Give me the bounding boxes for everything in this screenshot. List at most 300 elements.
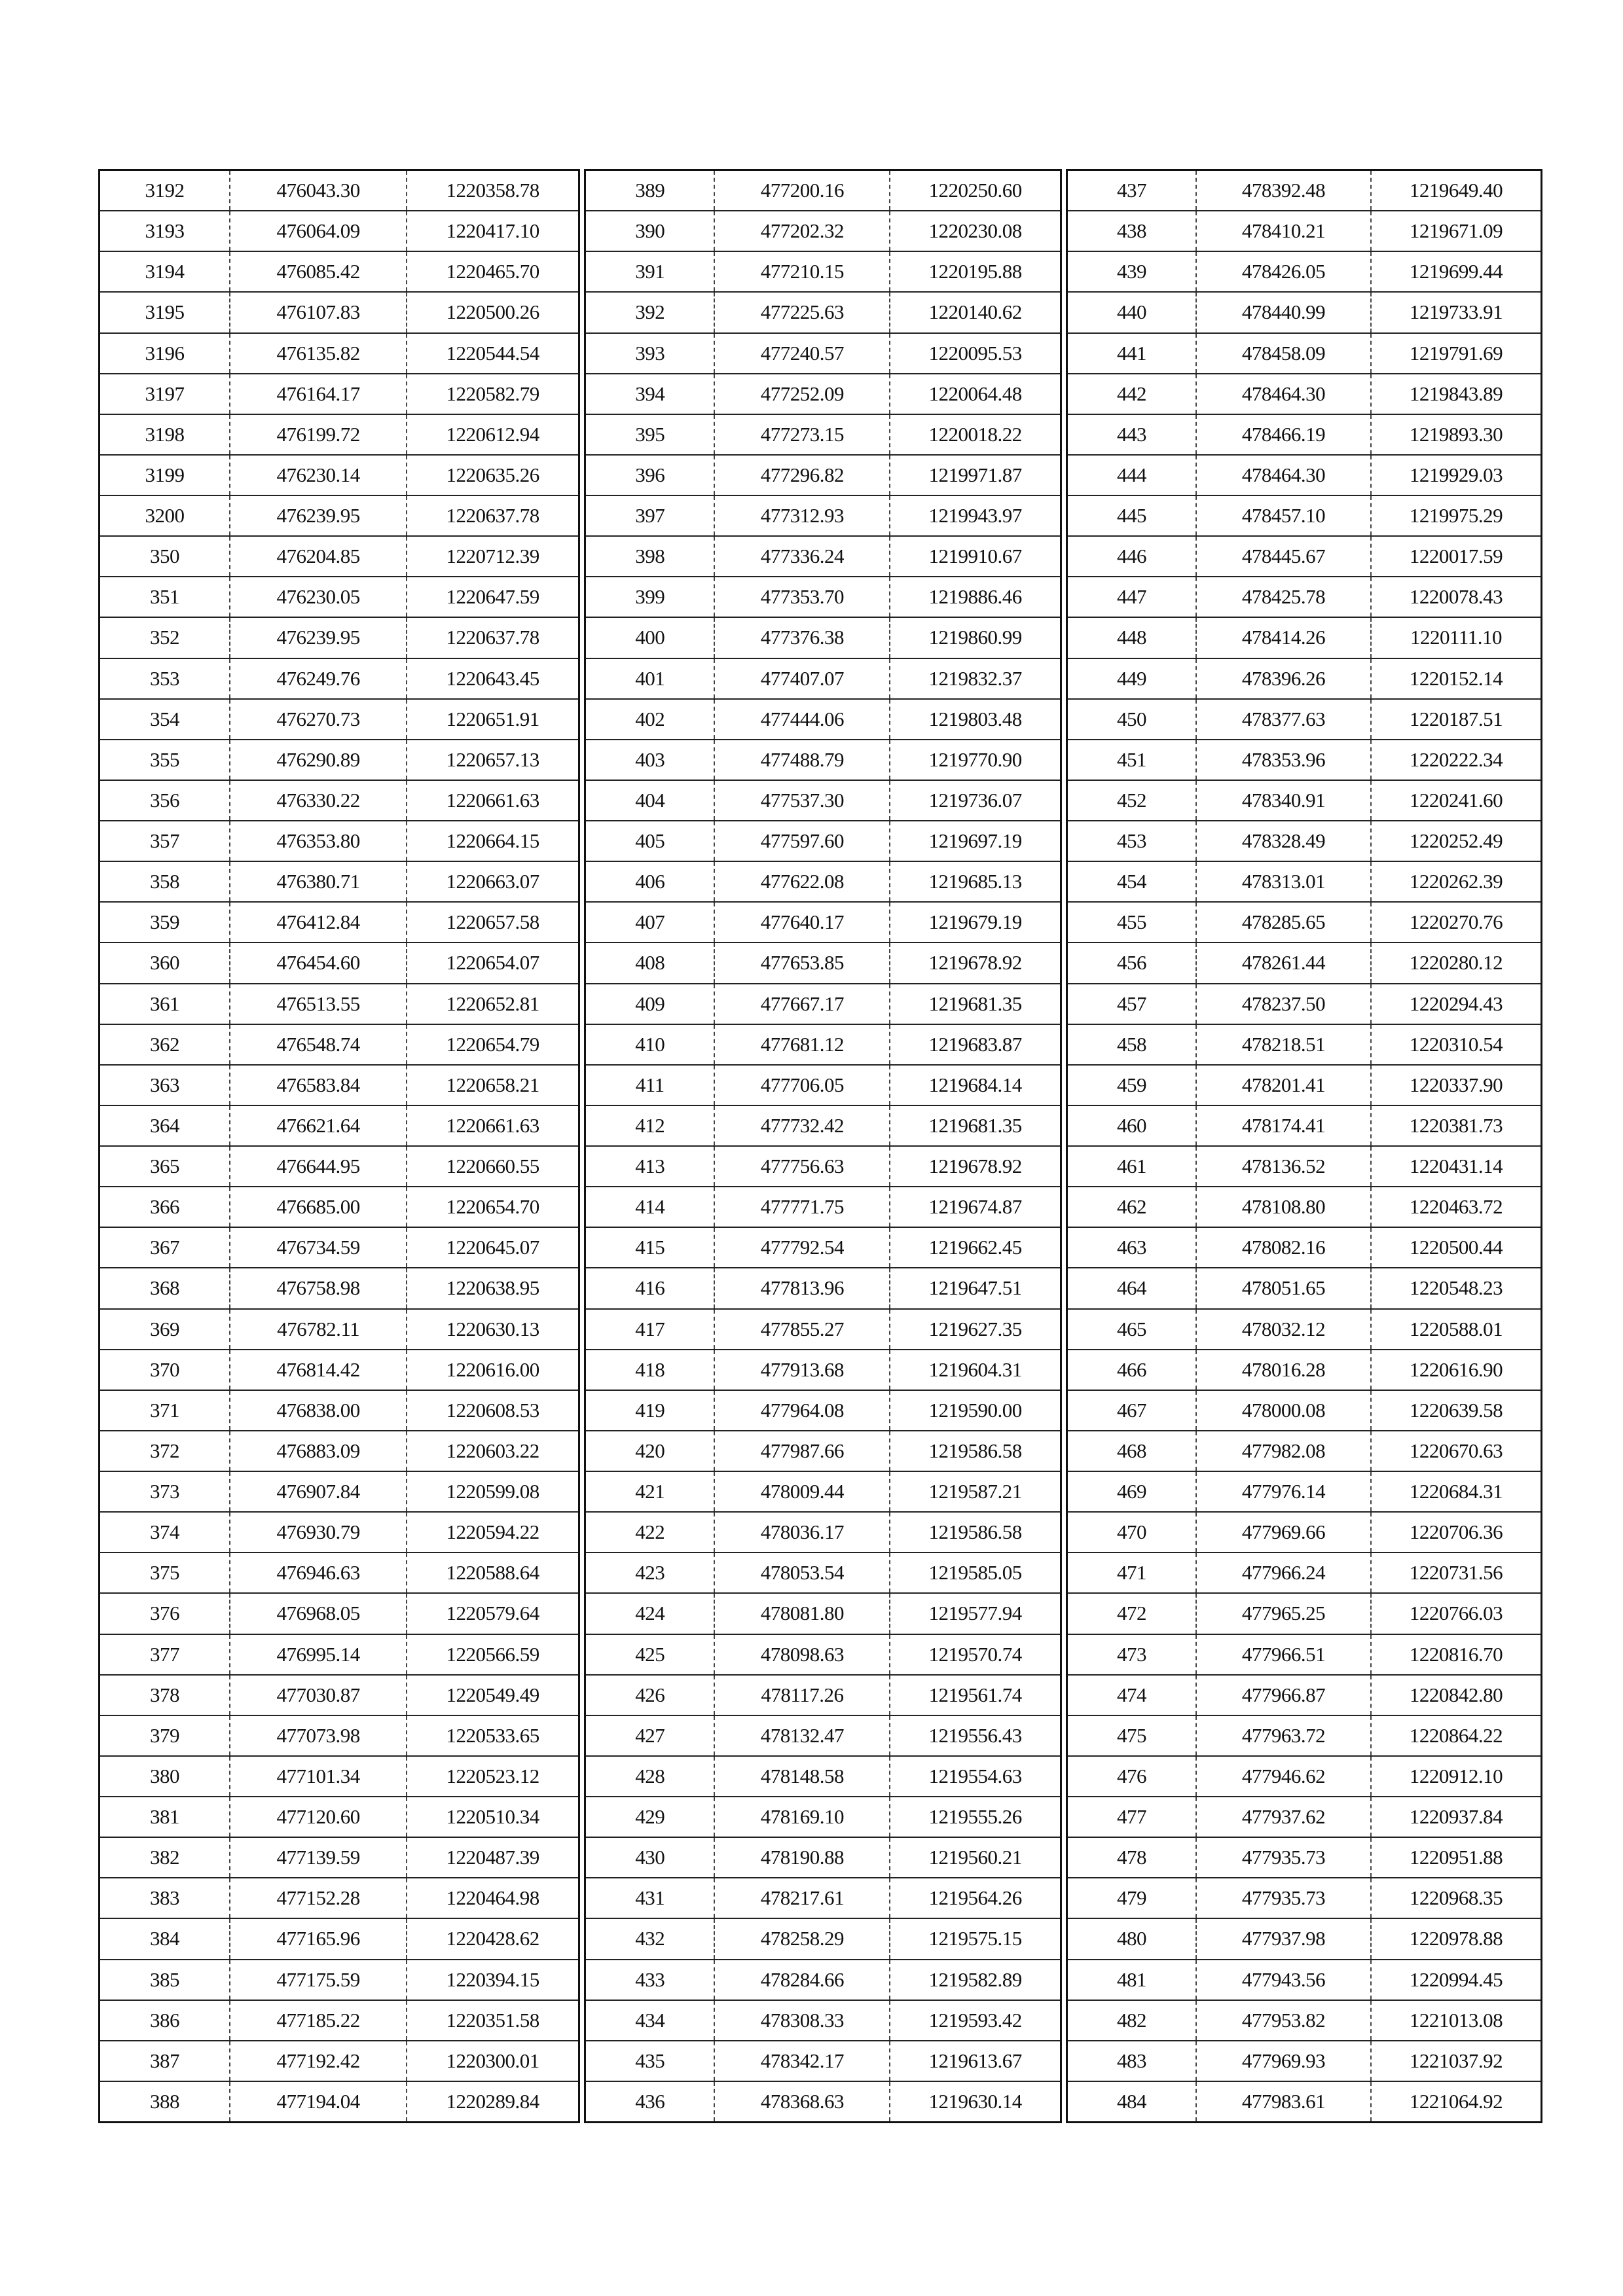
x-coordinate-cell: 477273.15: [714, 415, 889, 454]
x-coordinate-cell: 478201.41: [1195, 1066, 1370, 1105]
y-coordinate-cell: 1220566.59: [406, 1635, 578, 1674]
x-coordinate-cell: 476883.09: [229, 1431, 406, 1471]
table-row: [586, 1472, 1060, 1513]
point-number-cell: 428: [635, 1764, 665, 1787]
point-number-cell: 352: [150, 626, 180, 649]
y-coordinate-cell: 1220064.48: [889, 374, 1060, 414]
table-row: [1068, 2001, 1541, 2041]
x-coordinate-cell: 478051.65: [1195, 1268, 1370, 1308]
y-coordinate-cell: 1220661.63: [406, 781, 578, 820]
table-row: [586, 1635, 1060, 1676]
y-coordinate-cell: 1220018.22: [889, 415, 1060, 454]
point-number-cell: 442: [1116, 382, 1146, 405]
point-number-cell: 441: [1116, 341, 1146, 365]
x-coordinate-cell: 477964.08: [714, 1391, 889, 1430]
table-row: [1068, 2041, 1541, 2082]
y-coordinate-cell: 1220510.34: [406, 1797, 578, 1837]
y-coordinate-cell: 1219564.26: [889, 1878, 1060, 1918]
y-coordinate-cell: 1220635.26: [406, 456, 578, 495]
x-coordinate-cell: 478396.26: [1195, 659, 1370, 698]
table-row: [100, 700, 578, 740]
point-number-cell: 467: [1116, 1398, 1146, 1422]
table-row: [1068, 2082, 1541, 2121]
y-coordinate-cell: 1219555.26: [889, 1797, 1060, 1837]
x-coordinate-cell: 476239.95: [229, 496, 406, 535]
x-coordinate-cell: 478464.30: [1195, 374, 1370, 414]
table-row: [100, 1757, 578, 1797]
table-row: [1068, 1878, 1541, 1919]
y-coordinate-cell: 1220663.07: [406, 862, 578, 901]
y-coordinate-cell: 1220937.84: [1370, 1797, 1541, 1837]
table-row: [100, 1676, 578, 1716]
x-coordinate-cell: 477488.79: [714, 740, 889, 780]
y-coordinate-cell: 1220465.70: [406, 252, 578, 291]
point-number-cell: 449: [1116, 666, 1146, 690]
x-coordinate-cell: 478081.80: [714, 1594, 889, 1633]
y-coordinate-cell: 1220337.90: [1370, 1066, 1541, 1105]
x-coordinate-cell: 478368.63: [714, 2082, 889, 2121]
x-coordinate-cell: 478308.33: [714, 2001, 889, 2040]
table-row: [1068, 1310, 1541, 1350]
y-coordinate-cell: 1220647.59: [406, 577, 578, 617]
point-number-cell: 405: [635, 829, 665, 853]
table-row: [1068, 700, 1541, 740]
table-row: [1068, 1066, 1541, 1106]
y-coordinate-cell: 1219649.40: [1370, 171, 1541, 210]
x-coordinate-cell: 478237.50: [1195, 984, 1370, 1024]
table-row: [1068, 659, 1541, 700]
point-number-cell: 353: [150, 666, 180, 690]
x-coordinate-cell: 477976.14: [1195, 1472, 1370, 1511]
x-coordinate-cell: 478136.52: [1195, 1147, 1370, 1186]
x-coordinate-cell: 477152.28: [229, 1878, 406, 1918]
x-coordinate-cell: 478313.01: [1195, 862, 1370, 901]
y-coordinate-cell: 1219681.35: [889, 984, 1060, 1024]
y-coordinate-cell: 1219587.21: [889, 1472, 1060, 1511]
point-number-cell: 424: [635, 1602, 665, 1625]
x-coordinate-cell: 478218.51: [1195, 1025, 1370, 1064]
point-number-cell: 461: [1116, 1155, 1146, 1178]
x-coordinate-cell: 477969.66: [1195, 1513, 1370, 1552]
table-row: [100, 537, 578, 577]
point-number-cell: 378: [150, 1683, 180, 1706]
table-row: [586, 171, 1060, 211]
point-number-cell: 376: [150, 1602, 180, 1625]
y-coordinate-cell: 1220500.26: [406, 293, 578, 332]
point-number-cell: 432: [635, 1927, 665, 1950]
table-row: [586, 903, 1060, 943]
point-number-cell: 418: [635, 1357, 665, 1381]
x-coordinate-cell: 477200.16: [714, 171, 889, 210]
x-coordinate-cell: 477969.93: [1195, 2041, 1370, 2081]
table-row: [1068, 740, 1541, 781]
y-coordinate-cell: 1220431.14: [1370, 1147, 1541, 1186]
y-coordinate-cell: 1220588.64: [406, 1553, 578, 1592]
y-coordinate-cell: 1219630.14: [889, 2082, 1060, 2121]
x-coordinate-cell: 478108.80: [1195, 1187, 1370, 1227]
point-number-cell: 401: [635, 666, 665, 690]
x-coordinate-cell: 477813.96: [714, 1268, 889, 1308]
table-row: [100, 1228, 578, 1268]
point-number-cell: 482: [1116, 2008, 1146, 2032]
point-number-cell: 455: [1116, 910, 1146, 934]
table-row: [1068, 456, 1541, 496]
x-coordinate-cell: 478053.54: [714, 1553, 889, 1592]
y-coordinate-cell: 1220588.01: [1370, 1310, 1541, 1349]
point-number-cell: 480: [1116, 1927, 1146, 1950]
x-coordinate-cell: 477192.42: [229, 2041, 406, 2081]
y-coordinate-cell: 1219554.63: [889, 1757, 1060, 1796]
y-coordinate-cell: 1220639.58: [1370, 1391, 1541, 1430]
table-row: [586, 1268, 1060, 1309]
y-coordinate-cell: 1219843.89: [1370, 374, 1541, 414]
table-row: [586, 1025, 1060, 1066]
x-coordinate-cell: 476230.05: [229, 577, 406, 617]
y-coordinate-cell: 1219593.42: [889, 2001, 1060, 2040]
table-row: [586, 1066, 1060, 1106]
y-coordinate-cell: 1219803.48: [889, 700, 1060, 739]
point-number-cell: 448: [1116, 626, 1146, 649]
x-coordinate-cell: 478217.61: [714, 1878, 889, 1918]
x-coordinate-cell: 478009.44: [714, 1472, 889, 1511]
point-number-cell: 476: [1116, 1764, 1146, 1787]
x-coordinate-cell: 476583.84: [229, 1066, 406, 1105]
point-number-cell: 459: [1116, 1073, 1146, 1096]
x-coordinate-cell: 477376.38: [714, 618, 889, 657]
x-coordinate-cell: 477706.05: [714, 1066, 889, 1105]
x-coordinate-cell: 476085.42: [229, 252, 406, 291]
table-row: [100, 1066, 578, 1106]
table-row: [100, 1431, 578, 1472]
table-row: [100, 659, 578, 700]
point-number-cell: 400: [635, 626, 665, 649]
x-coordinate-cell: 477943.56: [1195, 1960, 1370, 2000]
y-coordinate-cell: 1220017.59: [1370, 537, 1541, 576]
table-row: [586, 252, 1060, 293]
y-coordinate-cell: 1220712.39: [406, 537, 578, 576]
point-number-cell: 375: [150, 1561, 180, 1585]
y-coordinate-cell: 1220351.58: [406, 2001, 578, 2040]
y-coordinate-cell: 1219604.31: [889, 1350, 1060, 1390]
point-number-cell: 464: [1116, 1276, 1146, 1300]
y-coordinate-cell: 1219671.09: [1370, 211, 1541, 251]
point-number-cell: 417: [635, 1317, 665, 1340]
point-number-cell: 407: [635, 910, 665, 934]
y-coordinate-cell: 1220643.45: [406, 659, 578, 698]
x-coordinate-cell: 477966.87: [1195, 1676, 1370, 1715]
table-row: [1068, 1391, 1541, 1431]
x-coordinate-cell: 477444.06: [714, 700, 889, 739]
x-coordinate-cell: 478392.48: [1195, 171, 1370, 210]
y-coordinate-cell: 1220594.22: [406, 1513, 578, 1552]
point-number-cell: 373: [150, 1480, 180, 1503]
x-coordinate-cell: 477982.08: [1195, 1431, 1370, 1471]
table-row: [1068, 1635, 1541, 1676]
point-number-cell: 436: [635, 2089, 665, 2113]
point-number-cell: 451: [1116, 747, 1146, 771]
table-row: [1068, 415, 1541, 456]
table-row: [100, 943, 578, 984]
point-number-cell: 440: [1116, 300, 1146, 324]
x-coordinate-cell: 477537.30: [714, 781, 889, 820]
x-coordinate-cell: 477622.08: [714, 862, 889, 901]
point-number-cell: 366: [150, 1195, 180, 1219]
y-coordinate-cell: 1219697.19: [889, 821, 1060, 861]
x-coordinate-cell: 478377.63: [1195, 700, 1370, 739]
point-number-cell: 398: [635, 545, 665, 568]
point-number-cell: 447: [1116, 585, 1146, 609]
x-coordinate-cell: 476758.98: [229, 1268, 406, 1308]
point-number-cell: 452: [1116, 788, 1146, 812]
point-number-cell: 364: [150, 1113, 180, 1137]
y-coordinate-cell: 1220579.64: [406, 1594, 578, 1633]
point-number-cell: 380: [150, 1764, 180, 1787]
y-coordinate-cell: 1219678.92: [889, 943, 1060, 982]
table-row: [100, 1838, 578, 1878]
x-coordinate-cell: 476249.76: [229, 659, 406, 698]
point-number-cell: 383: [150, 1886, 180, 1910]
table-row: [586, 415, 1060, 456]
x-coordinate-cell: 477225.63: [714, 293, 889, 332]
y-coordinate-cell: 1219586.58: [889, 1513, 1060, 1552]
y-coordinate-cell: 1220657.58: [406, 903, 578, 942]
x-coordinate-cell: 478000.08: [1195, 1391, 1370, 1430]
x-coordinate-cell: 478414.26: [1195, 618, 1370, 657]
y-coordinate-cell: 1220582.79: [406, 374, 578, 414]
x-coordinate-cell: 477983.61: [1195, 2082, 1370, 2121]
y-coordinate-cell: 1220638.95: [406, 1268, 578, 1308]
point-number-cell: 370: [150, 1357, 180, 1381]
table-row: [586, 1513, 1060, 1553]
point-number-cell: 465: [1116, 1317, 1146, 1340]
table-row: [100, 1635, 578, 1676]
table-row: [586, 1228, 1060, 1268]
x-coordinate-cell: 476290.89: [229, 740, 406, 780]
y-coordinate-cell: 1219910.67: [889, 537, 1060, 576]
x-coordinate-cell: 478340.91: [1195, 781, 1370, 820]
table-row: [1068, 334, 1541, 374]
x-coordinate-cell: 476199.72: [229, 415, 406, 454]
y-coordinate-cell: 1220652.81: [406, 984, 578, 1024]
x-coordinate-cell: 476270.73: [229, 700, 406, 739]
y-coordinate-cell: 1220603.22: [406, 1431, 578, 1471]
x-coordinate-cell: 478082.16: [1195, 1228, 1370, 1267]
y-coordinate-cell: 1220657.13: [406, 740, 578, 780]
x-coordinate-cell: 477312.93: [714, 496, 889, 535]
y-coordinate-cell: 1219627.35: [889, 1310, 1060, 1349]
y-coordinate-cell: 1219736.07: [889, 781, 1060, 820]
y-coordinate-cell: 1220417.10: [406, 211, 578, 251]
point-number-cell: 368: [150, 1276, 180, 1300]
y-coordinate-cell: 1220381.73: [1370, 1106, 1541, 1145]
point-number-cell: 377: [150, 1642, 180, 1666]
y-coordinate-cell: 1220252.49: [1370, 821, 1541, 861]
table-row: [586, 1797, 1060, 1838]
table-row: [100, 1553, 578, 1594]
table-row: [100, 2041, 578, 2082]
table-row: [586, 1919, 1060, 1960]
x-coordinate-cell: 478425.78: [1195, 577, 1370, 617]
point-number-cell: 429: [635, 1805, 665, 1829]
table-row: [1068, 1025, 1541, 1066]
x-coordinate-cell: 476946.63: [229, 1553, 406, 1592]
table-row: [586, 1594, 1060, 1634]
x-coordinate-cell: 477935.73: [1195, 1838, 1370, 1877]
table-row: [1068, 1960, 1541, 2001]
table-row: [1068, 1919, 1541, 1960]
y-coordinate-cell: 1220262.39: [1370, 862, 1541, 901]
table-row: [100, 252, 578, 293]
y-coordinate-cell: 1220394.15: [406, 1960, 578, 2000]
table-row: [100, 1106, 578, 1147]
x-coordinate-cell: 477030.87: [229, 1676, 406, 1715]
x-coordinate-cell: 477667.17: [714, 984, 889, 1024]
x-coordinate-cell: 476204.85: [229, 537, 406, 576]
table-row: [100, 1797, 578, 1838]
y-coordinate-cell: 1219684.14: [889, 1066, 1060, 1105]
point-number-cell: 425: [635, 1642, 665, 1666]
y-coordinate-cell: 1221064.92: [1370, 2082, 1541, 2121]
x-coordinate-cell: 476164.17: [229, 374, 406, 414]
x-coordinate-cell: 478464.30: [1195, 456, 1370, 495]
table-row: [586, 1757, 1060, 1797]
x-coordinate-cell: 477771.75: [714, 1187, 889, 1227]
y-coordinate-cell: 1220706.36: [1370, 1513, 1541, 1552]
table-row: [586, 1716, 1060, 1757]
y-coordinate-cell: 1219582.89: [889, 1960, 1060, 2000]
x-coordinate-cell: 477966.51: [1195, 1635, 1370, 1674]
table-row: [100, 2001, 578, 2041]
point-number-cell: 406: [635, 870, 665, 893]
table-row: [586, 984, 1060, 1025]
point-number-cell: 386: [150, 2008, 180, 2032]
x-coordinate-cell: 477792.54: [714, 1228, 889, 1267]
y-coordinate-cell: 1219586.58: [889, 1431, 1060, 1471]
point-number-cell: 473: [1116, 1642, 1146, 1666]
point-number-cell: 387: [150, 2049, 180, 2072]
table-row: [100, 781, 578, 821]
table-row: [586, 618, 1060, 658]
point-number-cell: 3198: [145, 422, 185, 446]
x-coordinate-cell: 476907.84: [229, 1472, 406, 1511]
table-row: [1068, 252, 1541, 293]
table-row: [586, 1838, 1060, 1878]
x-coordinate-cell: 476135.82: [229, 334, 406, 373]
y-coordinate-cell: 1220766.03: [1370, 1594, 1541, 1633]
point-number-cell: 410: [635, 1032, 665, 1056]
table-row: [586, 1310, 1060, 1350]
x-coordinate-cell: 476548.74: [229, 1025, 406, 1064]
point-number-cell: 457: [1116, 992, 1146, 1015]
point-number-cell: 426: [635, 1683, 665, 1706]
point-number-cell: 413: [635, 1155, 665, 1178]
y-coordinate-cell: 1219770.90: [889, 740, 1060, 780]
y-coordinate-cell: 1220464.98: [406, 1878, 578, 1918]
x-coordinate-cell: 477296.82: [714, 456, 889, 495]
x-coordinate-cell: 478148.58: [714, 1757, 889, 1796]
y-coordinate-cell: 1219679.19: [889, 903, 1060, 942]
point-number-cell: 403: [635, 747, 665, 771]
point-number-cell: 391: [635, 260, 665, 283]
x-coordinate-cell: 477175.59: [229, 1960, 406, 2000]
point-number-cell: 462: [1116, 1195, 1146, 1219]
y-coordinate-cell: 1220664.15: [406, 821, 578, 861]
y-coordinate-cell: 1219575.15: [889, 1919, 1060, 1958]
x-coordinate-cell: 477640.17: [714, 903, 889, 942]
y-coordinate-cell: 1220140.62: [889, 293, 1060, 332]
point-number-cell: 3193: [145, 219, 185, 243]
table-row: [1068, 1676, 1541, 1716]
point-number-cell: 438: [1116, 219, 1146, 243]
table-row: [100, 415, 578, 456]
x-coordinate-cell: 478457.10: [1195, 496, 1370, 535]
point-number-cell: 475: [1116, 1723, 1146, 1747]
table-row: [1068, 903, 1541, 943]
y-coordinate-cell: 1220654.79: [406, 1025, 578, 1064]
table-row: [1068, 374, 1541, 415]
point-number-cell: 402: [635, 707, 665, 730]
x-coordinate-cell: 476107.83: [229, 293, 406, 332]
point-number-cell: 384: [150, 1927, 180, 1950]
point-number-cell: 420: [635, 1439, 665, 1462]
y-coordinate-cell: 1219975.29: [1370, 496, 1541, 535]
table-row: [1068, 781, 1541, 821]
table-row: [100, 334, 578, 374]
point-number-cell: 371: [150, 1398, 180, 1422]
point-number-cell: 374: [150, 1520, 180, 1544]
table-row: [100, 293, 578, 333]
x-coordinate-cell: 476239.95: [229, 618, 406, 657]
point-number-cell: 399: [635, 585, 665, 609]
x-coordinate-cell: 477240.57: [714, 334, 889, 373]
table-row: [100, 1310, 578, 1350]
point-number-cell: 479: [1116, 1886, 1146, 1910]
y-coordinate-cell: 1219561.74: [889, 1676, 1060, 1715]
x-coordinate-cell: 477681.12: [714, 1025, 889, 1064]
table-row: [1068, 1147, 1541, 1187]
x-coordinate-cell: 477101.34: [229, 1757, 406, 1796]
x-coordinate-cell: 478466.19: [1195, 415, 1370, 454]
x-coordinate-cell: 477963.72: [1195, 1716, 1370, 1755]
point-number-cell: 472: [1116, 1602, 1146, 1625]
x-coordinate-cell: 476734.59: [229, 1228, 406, 1267]
point-number-cell: 466: [1116, 1357, 1146, 1381]
y-coordinate-cell: 1220241.60: [1370, 781, 1541, 820]
x-coordinate-cell: 477913.68: [714, 1350, 889, 1390]
point-number-cell: 3196: [145, 341, 185, 365]
table-row: [1068, 1228, 1541, 1268]
x-coordinate-cell: 476782.11: [229, 1310, 406, 1349]
y-coordinate-cell: 1220842.80: [1370, 1676, 1541, 1715]
x-coordinate-cell: 476412.84: [229, 903, 406, 942]
table-row: [1068, 537, 1541, 577]
y-coordinate-cell: 1219685.13: [889, 862, 1060, 901]
y-coordinate-cell: 1220637.78: [406, 496, 578, 535]
x-coordinate-cell: 477073.98: [229, 1716, 406, 1755]
table-row: [1068, 577, 1541, 618]
point-number-cell: 357: [150, 829, 180, 853]
y-coordinate-cell: 1220533.65: [406, 1716, 578, 1755]
point-number-cell: 367: [150, 1236, 180, 1259]
y-coordinate-cell: 1219860.99: [889, 618, 1060, 657]
table-row: [1068, 1431, 1541, 1472]
y-coordinate-cell: 1219699.44: [1370, 252, 1541, 291]
x-coordinate-cell: 478036.17: [714, 1513, 889, 1552]
x-coordinate-cell: 478458.09: [1195, 334, 1370, 373]
point-number-cell: 478: [1116, 1846, 1146, 1869]
y-coordinate-cell: 1220660.55: [406, 1147, 578, 1186]
x-coordinate-cell: 476513.55: [229, 984, 406, 1024]
